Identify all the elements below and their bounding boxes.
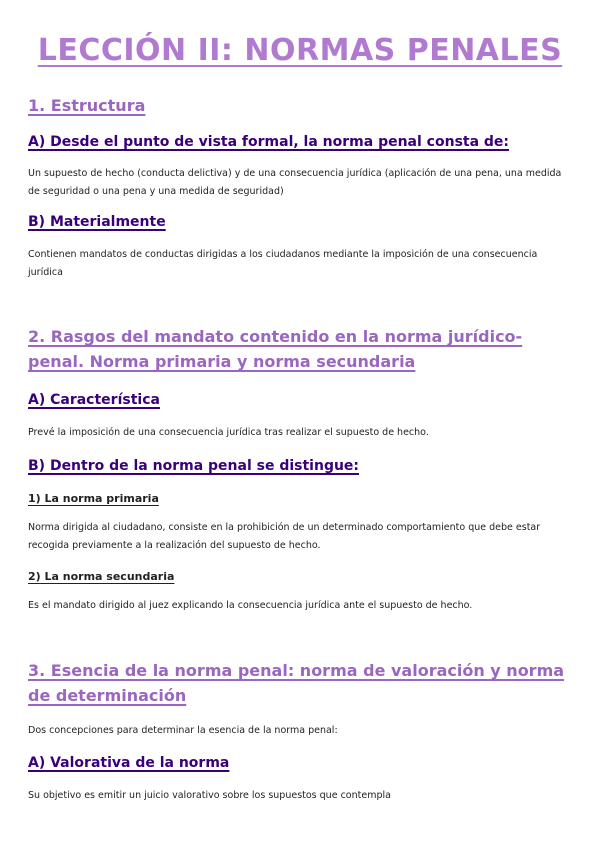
section-1b-heading: B) Materialmente [28,214,166,230]
section-3-intro: Dos concepciones para determinar la esencia de la norma penal: [28,725,338,736]
norma-secundaria-text: Es el mandato dirigido al juez explicando la consecuencia jurídica ante el supuesto de hecho. [28,600,473,611]
norma-primaria-heading: 1) La norma primaria [28,492,159,505]
section-3a-heading: A) Valorativa de la norma [28,755,230,771]
section-2b-heading: B) Dentro de la norma penal se distingue: [28,458,360,474]
section-2a-text: Prevé la imposición de una consecuencia jurídica tras realizar el supuesto de hecho. [28,427,429,438]
section-3-heading: 3. Esencia de la norma penal: norma de valoración y norma de determinación [28,661,565,705]
section-1a-heading: A) Desde el punto de vista formal, la norma penal consta de: [28,134,510,150]
section-1a-text: Un supuesto de hecho (conducta delictiva) y de una consecuencia jurídica (aplicación de una pena, una medida de seguridad o una pena y una medida de seguridad) [28,168,562,197]
norma-primaria-text: Norma dirigida al ciudadano, consiste en la prohibición de un determinado comportamiento que debe estar recogida previamente a la realización del supuesto de hecho. [28,522,541,551]
section-1-heading: 1. Estructura [28,96,146,115]
section-2a-heading: A) Característica [28,392,160,408]
norma-secundaria-heading: 2) La norma secundaria [28,570,175,583]
section-1b-text: Contienen mandatos de conductas dirigidas a los ciudadanos mediante la imposición de una consecuencia jurídica [28,249,538,278]
page-title: LECCIÓN II: NORMAS PENALES [37,33,563,68]
section-3a-text: Su objetivo es emitir un juicio valorativo sobre los supuestos que contempla [28,790,391,801]
section-2-heading: 2. Rasgos del mandato contenido en la norma jurídico-penal. Norma primaria y norma secundaria [28,327,523,371]
